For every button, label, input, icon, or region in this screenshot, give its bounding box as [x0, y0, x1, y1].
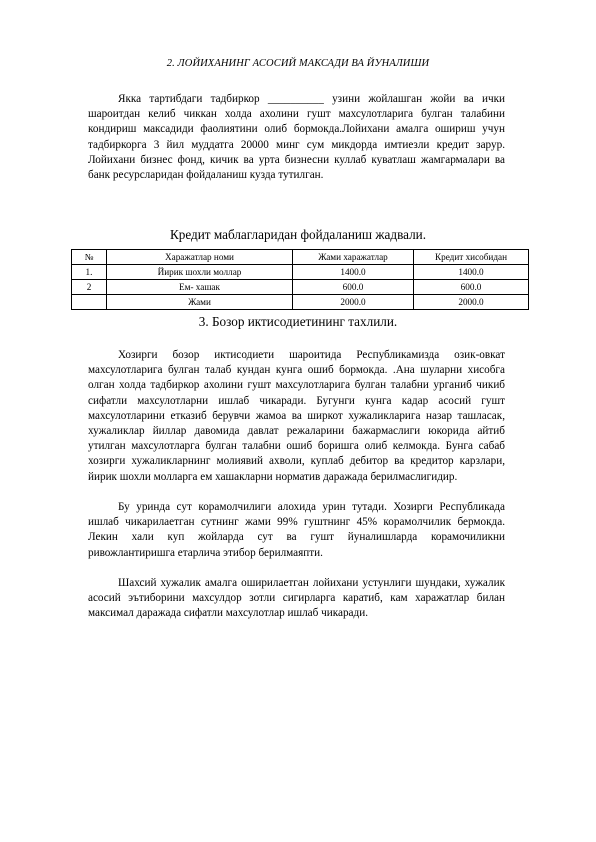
cell-credit: 600.0 [414, 280, 529, 295]
market-paragraph-3: Шахсий хужалик амалга оширилаетган лойихани устунлиги шундаки, хужалик асосий эътиборини махсулдор зотли сигирларга каратиб, кам харажатлар билан максимал даражада сифатли махсулотлар ишлаб чикаради. [88, 577, 505, 620]
table-total-row [72, 295, 529, 310]
cell-total: 2000.0 [293, 295, 414, 310]
market-paragraph-2: Бу уринда сут корамолчилиги алохида урин тутади. Хозирги Республикада ишлаб чикарилаетган сутнинг жами 99% гуштнинг 45% корамолчилик бермокда. Лекин хали куп жойларда сут ва гушт йуналишларда корамочиликни ривожлантиришга етарлича этибор берилмаяпти. [88, 501, 505, 559]
table-header-row [72, 250, 529, 265]
cell-number: 1. [72, 265, 107, 280]
cell-number: 2 [72, 280, 107, 295]
cell-expense-name: Жами [107, 295, 293, 310]
header-expense-name: Харажатлар номи [107, 250, 293, 265]
cell-total: 1400.0 [293, 265, 414, 280]
cell-number [72, 295, 107, 310]
intro-paragraph: Якка тартибдаги тадбиркор __________ узини жойлашган жойи ва ички шароитдан келиб чиккан холда ахолини гушт махсулотларига булган талабини кондириш максадиди фаолиятини олиб бормокда.Лойихани амалга ошириш учун тадбиркорга 3 йил муддатга 20000 минг сум микдорда имтиезли кредит зарур. Лойихани бизнес фонд, кичик ва урта бизнесни куллаб куватлаш жамгармалари ва банк ресурсларидан фойдаланиш кузда тутилган. [88, 93, 505, 182]
header-credit-share: Кредит хисобидан [414, 250, 529, 265]
cell-expense-name: Ем- хашак [107, 280, 293, 295]
table-title: Кредит маблагларидан фойдаланиш жадвали. [169, 227, 427, 242]
header-number: № [72, 250, 107, 265]
header-total-expenses: Жами харажатлар [293, 250, 414, 265]
table-row [72, 265, 529, 280]
section-heading-goals: 2. ЛОЙИХАНИНГ АСОСИЙ МАКСАДИ ВА ЙУНАЛИШИ [166, 58, 430, 69]
market-paragraph-1: Хозирги бозор иктисодиети шароитида Республикамизда озик-овкат махсулотларига булган талаб кундан кунга ошиб бормокда. .Ана шуларни хисобга олган холда тадбиркор ахолини гушт махсулотларига булган талабни урганиб чикиб сифатли махсулотларни ишлаб чикаради. Бугунги кунга кадар асосий гушт махсулотларини етказиб берувчи жамоа ва ширкот хужаликларига назар ташласак, хужаликлар йиллар давомида давлат режаларини бажармаслиги юкорида айтиб утилган махсулотларга булган талабни ошиб боришга олиб келмокда. Бунга сабаб хозирги хужаликларнинг молиявий ахволи, куплаб дебитор ва кредитор карзлари, йирик шохли молларга ем хашакларни норматив даражада берилмаслигидир. [88, 349, 505, 483]
table-row [72, 280, 529, 295]
cell-credit: 1400.0 [414, 265, 529, 280]
credit-usage-table [71, 249, 529, 310]
cell-total: 600.0 [293, 280, 414, 295]
section-heading-market: 3. Бозор иктисодиетининг тахлили. [198, 314, 398, 329]
cell-credit: 2000.0 [414, 295, 529, 310]
cell-expense-name: Йирик шохли моллар [107, 265, 293, 280]
